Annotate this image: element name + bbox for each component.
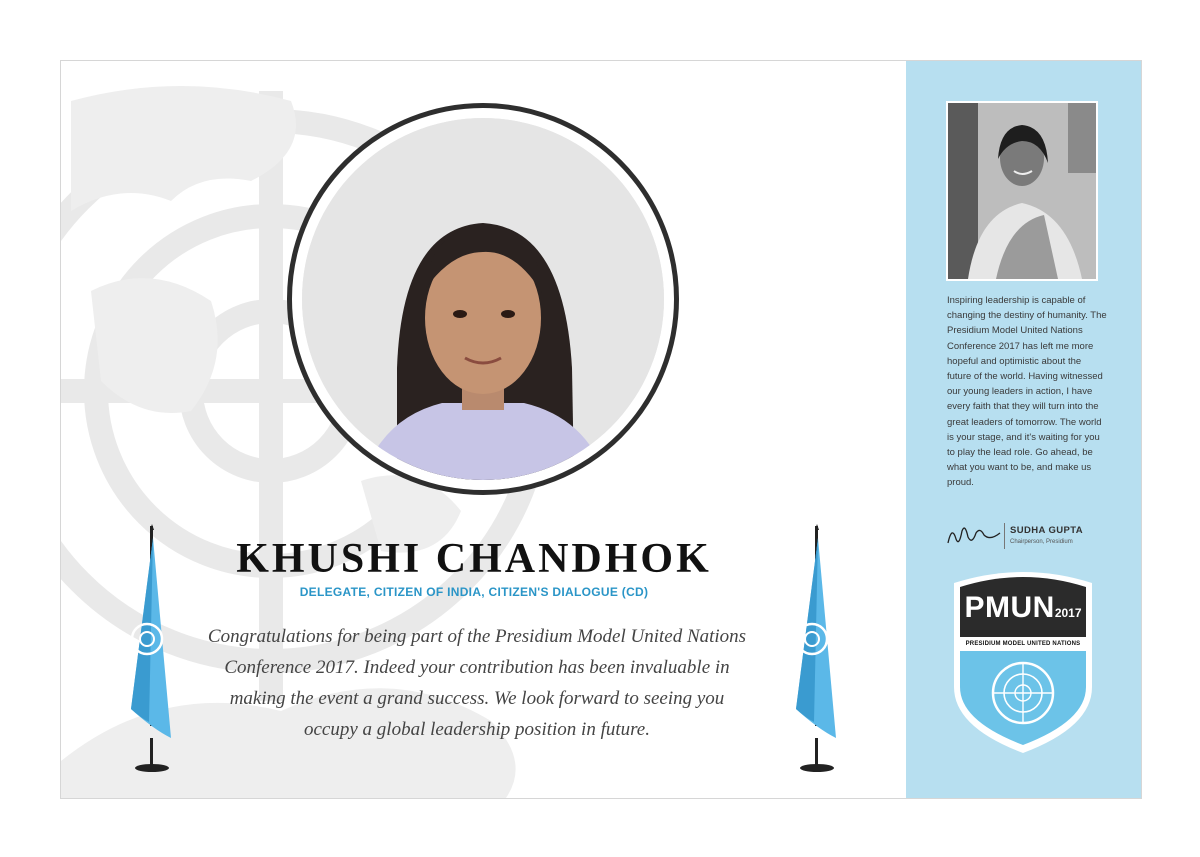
logo-title: PMUN2017 — [964, 591, 1082, 624]
recipient-role: DELEGATE, CITIZEN OF INDIA, CITIZEN'S DIALOGUE (CD) — [299, 585, 649, 599]
recipient-name: KHUSHI CHANDHOK — [236, 536, 712, 582]
congratulations-message: Congratulations for being part of the Presidium Model United Nations Conference 2017. Indeed your contribution has been invaluable in making the event a grand success. We look forward to seeing you occupy a global leadership position in future. — [207, 626, 747, 740]
signature-divider — [1004, 523, 1005, 549]
logo-subtitle: PRESIDIUM MODEL UNITED NATIONS — [965, 641, 1081, 647]
signature-mark — [946, 521, 1002, 549]
logo-year: 2017 — [1054, 606, 1082, 620]
signatory-title: Chairperson, Presidium — [1010, 539, 1073, 545]
chairperson-photo — [946, 101, 1098, 281]
certificate — [60, 60, 1142, 799]
recipient-photo-frame — [287, 103, 679, 495]
signature-block — [946, 521, 1116, 553]
signatory-name: SUDHA GUPTA — [1010, 525, 1084, 536]
recipient-photo — [302, 118, 664, 480]
chairperson-quote: Inspiring leadership is capable of changing the destiny of humanity. The Presidium Model United Nations Conference 2017 has left me more hopeful and optimistic about the future of the world. Having witnessed our young leaders in action, I have every faith that they will turn into the great leaders of tomorrow. The world is your stage, and it's waiting for you to play the lead role. Go ahead, be what you want to be, and make us proud. — [947, 295, 1107, 489]
pmun-logo — [950, 569, 1096, 755]
chairperson-sidebar — [906, 61, 1141, 798]
